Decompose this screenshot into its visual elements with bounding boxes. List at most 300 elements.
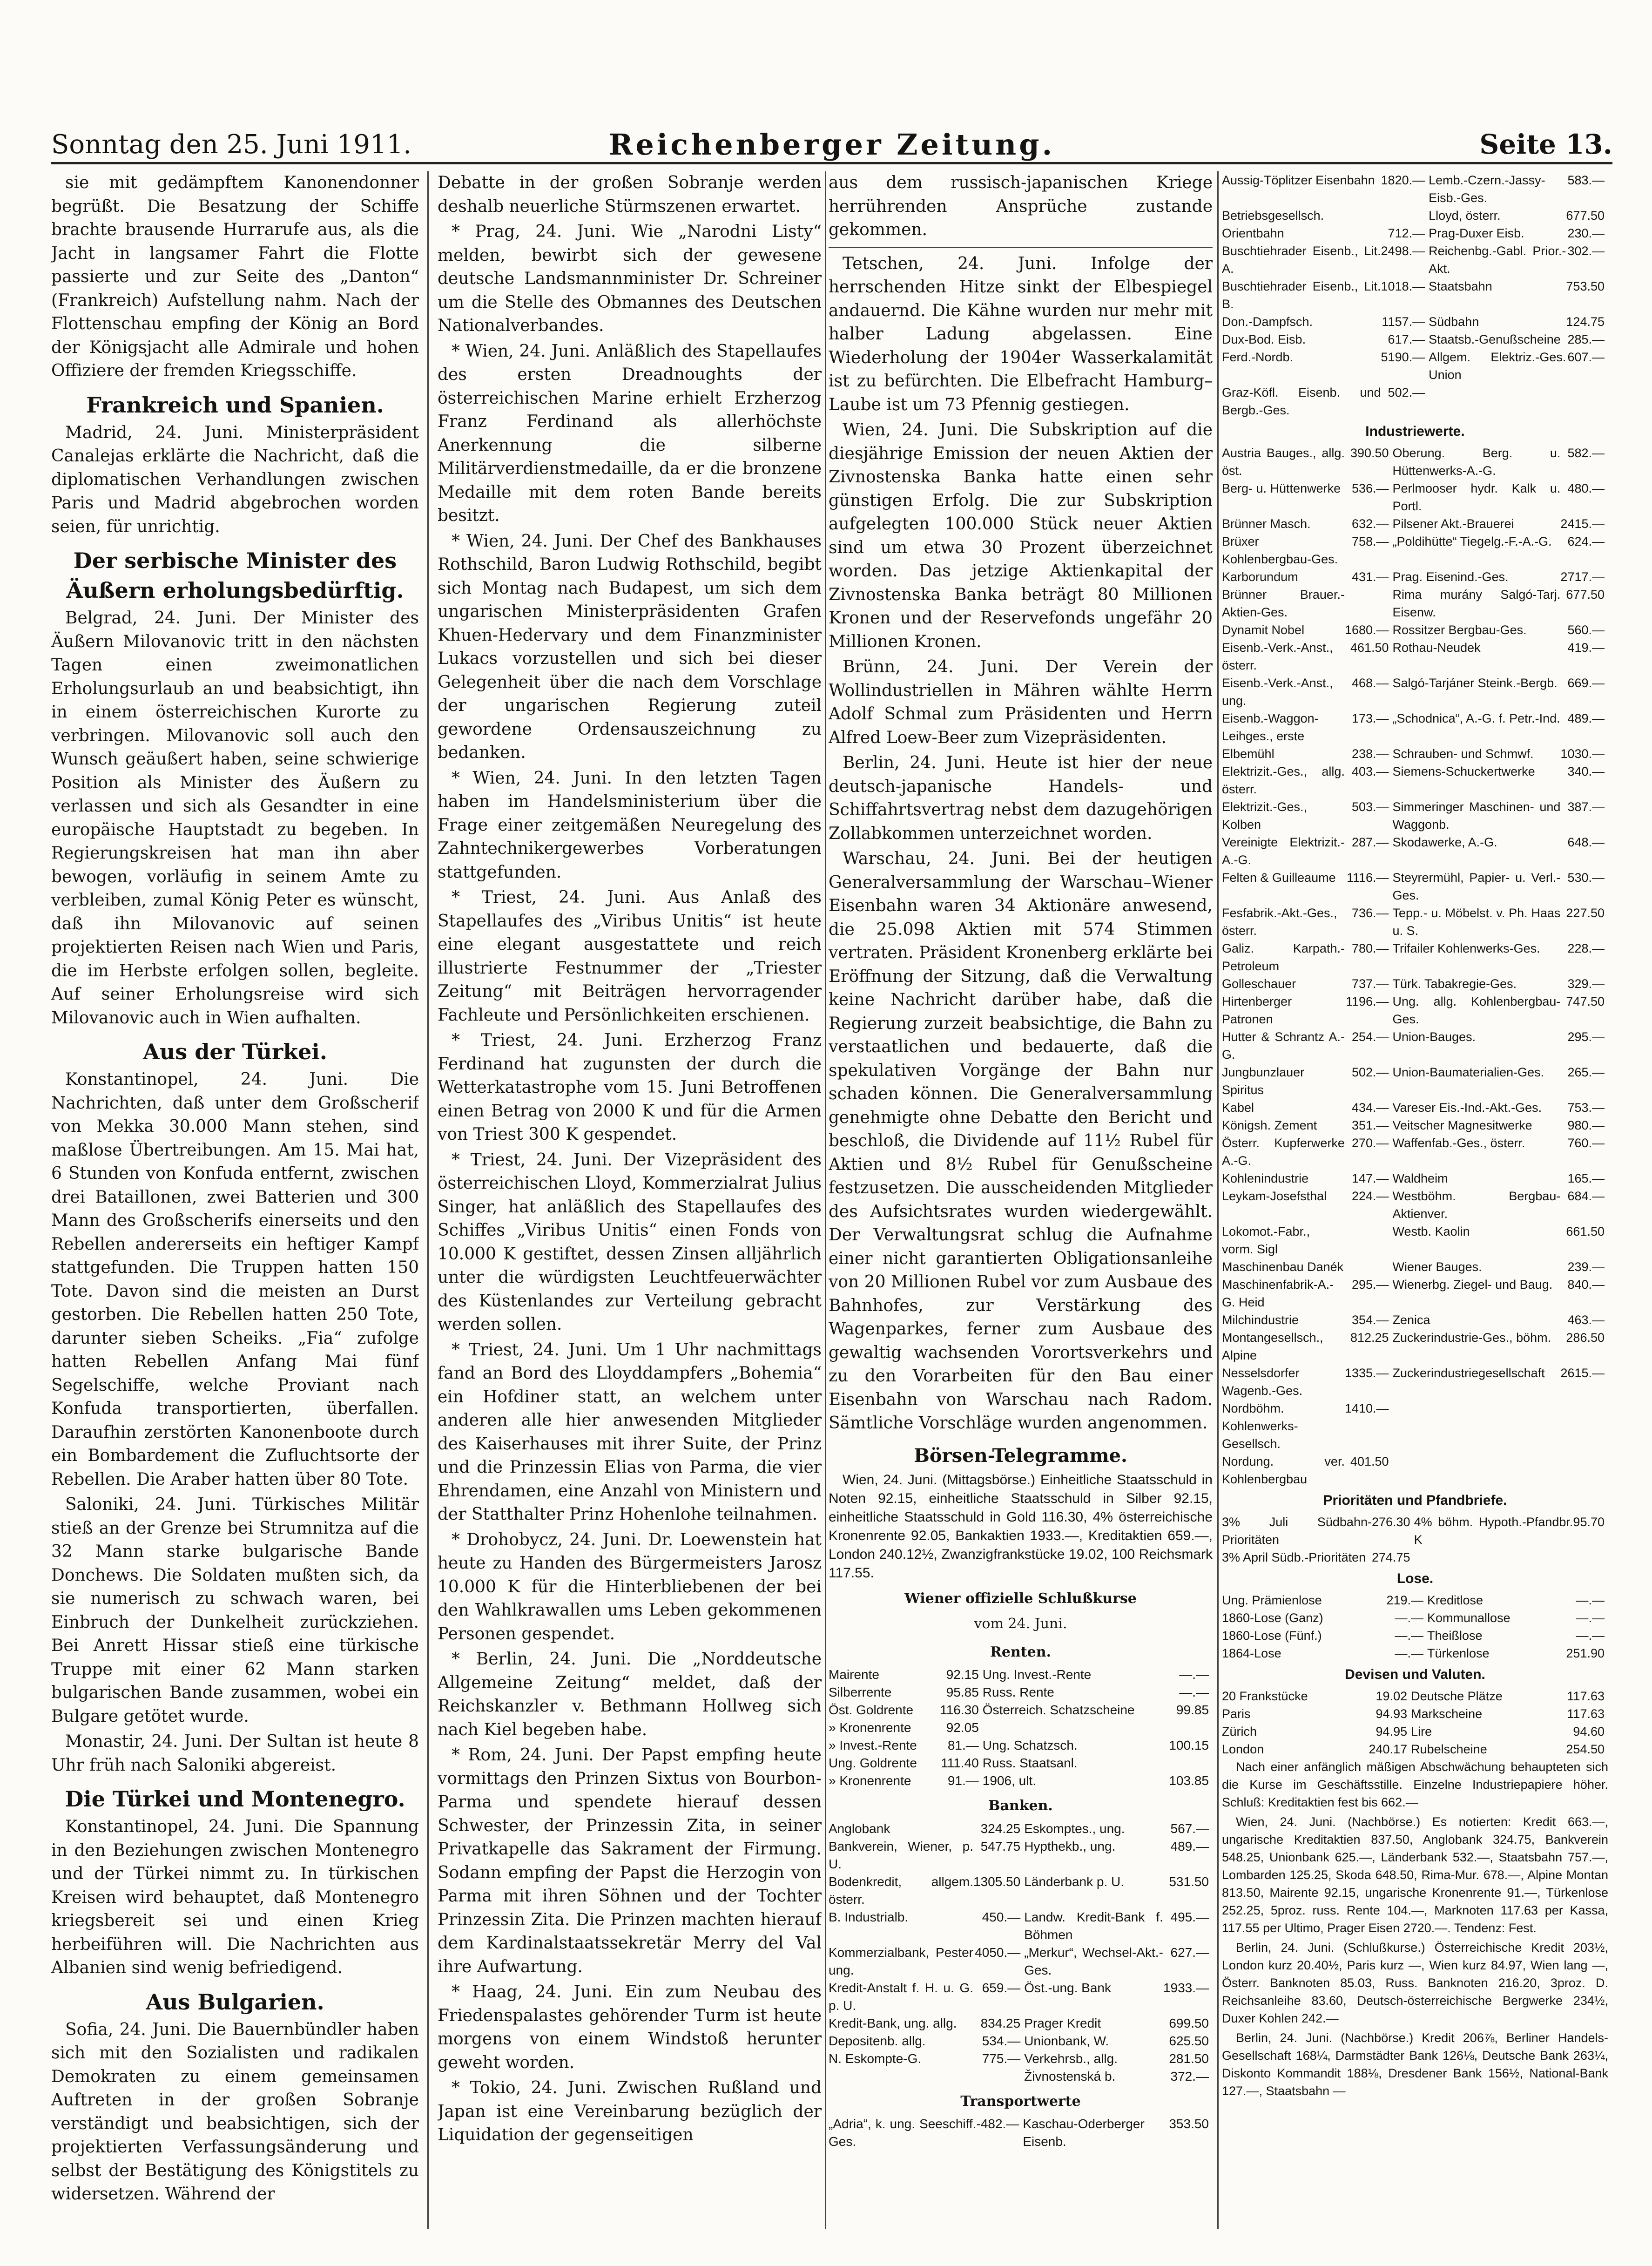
article-text: Madrid, 24. Juni. Ministerpräsident Canalejas erklärte die Nachricht, daß die diplomatischen Verhandlungen zwischen Paris und Madrid abgebrochen worden seien, für unrichtig.: [51, 423, 419, 536]
table-row: [829, 2068, 1213, 2085]
security-name: [1393, 1400, 1561, 1453]
news-item: Warschau, 24. Juni. Bei der heutigen Generalversammlung der Warschau–Wiener Eisenbahn waren 34 Aktionäre anwesend, die 25.098 Aktien mit 574 Stimmen vertraten. Präsident Kronenberg erklärte bei Eröffnung der Sitzung, daß die Verwaltung keine Nachricht darüber habe, daß die Regierung zurzeit beabsichtige, die Bahn zu verstaatlichen und bedauerte, daß die spekulativen Vorgänge der Bahn nur schaden können. Die Generalversammlung genehmigte ohne Debatte den Bericht und beschloß, die Dividende auf 11½ Rubel für Aktien und 8½ Rubel für Genußscheine festzusetzen. Die ausscheidenden Mitglieder des Aufsichtsrates wurden wiedergewählt. Der Verwaltungsrat schlug die Aufnahme einer nicht garantierten Obligationsanleihe von 20 Millionen Rubel vor zum Ausbaue des Bahnhofes, zur Verstärkung des Wagenparkes, ferner zum Ausbaue des gewaltig wachsenden Vorortsverkehrs und zu den Vorarbeiten für den Bau einer Eisenbahn von Warschau nach Radom. Sämtliche Vorschläge wurden angenommen.: [829, 849, 1213, 1433]
table-row: [1222, 1723, 1608, 1740]
quote-value: 94.95: [1376, 1725, 1408, 1738]
security-name: » Kronenrente: [829, 1720, 911, 1735]
quote-value: 329.—: [1567, 977, 1605, 991]
railway-table: [1222, 171, 1608, 419]
security-name: Karborundum: [1222, 570, 1298, 584]
section-heading: Die Türkei und Montenegro.: [65, 1786, 405, 1812]
security-name: Türk. Tabakregie-Ges.: [1392, 977, 1517, 991]
quote-value: 980.—: [1567, 1118, 1605, 1132]
table-row: [1222, 1705, 1608, 1723]
quote-value: 617.—: [1388, 332, 1425, 346]
security-name: Lloyd, österr.: [1429, 209, 1501, 223]
security-name: Dynamit Nobel: [1222, 623, 1305, 637]
security-name: Hirtenberger Patronen: [1222, 994, 1292, 1026]
security-name: Türkenlose: [1427, 1646, 1490, 1660]
quote-value: 254.—: [1351, 1030, 1389, 1044]
security-name: „Merkur“, Wechsel-Akt.-Ges.: [1024, 1945, 1163, 1977]
quote-value: [1560, 1453, 1608, 1488]
security-name: Kaschau-Oderberger Eisenb.: [1023, 2117, 1145, 2149]
quote-value: 340.—: [1567, 764, 1605, 778]
quote-value: 254.50: [1566, 1742, 1605, 1756]
quote-value: 753.—: [1567, 1101, 1605, 1115]
quote-value: 372.—: [1170, 2069, 1209, 2083]
table-row: [1222, 1591, 1608, 1609]
security-name: Ung. allg. Kohlenbergbau-Ges.: [1392, 994, 1561, 1026]
article-text: aus dem russisch-japanischen Kriege herrührenden Ansprüche zustande gekommen.: [829, 173, 1213, 239]
issue-date: Sonntag den 25. Juni 1911.: [51, 129, 412, 160]
table-row: [1222, 1687, 1608, 1705]
quote-value: 2415.—: [1560, 517, 1605, 531]
table-row: [1222, 586, 1608, 621]
quote-value: 91.—: [947, 1773, 979, 1788]
news-item: Wien, 24. Juni. Die Subskription auf die diesjährige Emission der neuen Aktien der Zivnostenska Banka hatte einen sehr günstigen Erfolg. Die zur Subskription aufgelegten 100.000 Stück neuer Aktien sind um etwa 30 Prozent überzeichnet worden. Das jetzige Aktienkapital der Zivnostenska Banka beträgt 80 Millionen Kronen und der Reservefonds ungefähr 20 Millionen Kronen.: [829, 420, 1213, 651]
market-report: Wien, 24. Juni. (Nachbörse.) Es notierten: Kredit 663.—, ungarische Kreditaktien 837.50, Anglobank 324.75, Bankverein 548.25, Unionbank 625.—, Länderbank 532.—, Staatsbahn 757.—, Lombarden 125.25, Skoda 648.50, Rima-Mur. 678.—, Alpine Montan 813.50, Mairente 92.15, ungarische Kronenrente 91.—, Türkenlose 252.25, 5proz. russ. Rente 104.—, Marknoten 117.63 per Kassa, 117.55 per Ultimo, Prager Eisen 2720.—. Tendenz: Fest.: [1222, 1815, 1608, 1935]
table-row: [1222, 171, 1608, 207]
table-row: [1222, 1740, 1608, 1758]
table-row: [1222, 710, 1608, 745]
quote-value: [1345, 1258, 1393, 1276]
quote-value: 677.50: [1566, 209, 1605, 223]
quote-value: 99.85: [1176, 1703, 1209, 1717]
news-item: Brünn, 24. Juni. Der Verein der Wollindustriellen in Mähren wählte Herrn Adolf Schmal zum Präsidenten und Herrn Alfred Loew-Beer zum Vizepräsidenten.: [829, 657, 1213, 747]
column-1: [51, 171, 419, 2229]
news-item: * Berlin, 24. Juni. Die „Norddeutsche Allgemeine Zeitung“ meldet, daß der Reichskanzler v. Bethmann Hollweg sich nach Kiel begeben habe.: [438, 1650, 822, 1739]
security-name: Prager Kredit: [1024, 2016, 1101, 2030]
security-name: Veitscher Magnesitwerke: [1392, 1118, 1532, 1132]
security-name: Berg- u. Hüttenwerke: [1222, 481, 1341, 495]
security-name: Königsh. Zement: [1222, 1118, 1317, 1132]
security-name: Markscheine: [1411, 1707, 1483, 1721]
quote-value: 274.75: [1371, 1550, 1410, 1564]
security-name: Depositenb. allg.: [829, 2033, 926, 2048]
quote-value: 4050.—: [975, 1945, 1021, 1960]
table-section: Devisen und Valuten.: [1345, 1667, 1485, 1682]
security-name: Unionbank, W.: [1024, 2033, 1109, 2048]
table-row: [1222, 763, 1608, 798]
security-name: Anglobank: [829, 1821, 890, 1836]
table-row: [1222, 1311, 1608, 1329]
quote-value: [1345, 1223, 1393, 1258]
quote-value: 94.93: [1376, 1707, 1408, 1721]
quote-value: 295.—: [1567, 1030, 1605, 1044]
security-name: » Kronenrente: [829, 1773, 911, 1788]
security-name: Steyrermühl, Papier- u. Verl.-Ges.: [1392, 871, 1561, 902]
table-row: [1222, 1549, 1608, 1566]
security-name: Prag. Eisenind.-Ges.: [1392, 570, 1509, 584]
table-row: [1222, 798, 1608, 833]
security-name: Eisenb.-Verk.-Anst., ung.: [1222, 676, 1333, 708]
security-name: Nesselsdorfer Wagenb.-Ges.: [1222, 1366, 1303, 1398]
security-name: 1906, ult.: [982, 1773, 1036, 1788]
quote-value: 567.—: [1170, 1821, 1209, 1836]
security-name: 3% Juli Südbahn-Prioritäten: [1222, 1515, 1372, 1547]
security-name: Österreich. Schatzscheine: [982, 1703, 1135, 1717]
quote-value: 758.—: [1351, 534, 1389, 548]
table-row: [1222, 940, 1608, 975]
security-name: Österr. Kupferwerke A.-G.: [1222, 1136, 1345, 1168]
market-report: Nach einer anfänglich mäßigen Abschwächung behaupteten sich die Kurse im Geschäftsstille. Einzelne Industriepapiere höher. Schluß: Kreditaktien fest bis 662.—: [1222, 1760, 1608, 1809]
table-section: Renten.: [990, 1644, 1052, 1660]
quote-value: 103.85: [1169, 1773, 1209, 1788]
quote-value: 669.—: [1567, 676, 1605, 690]
security-name: Fesfabrik.-Akt.-Ges., österr.: [1222, 906, 1337, 938]
column-rule: [1217, 171, 1219, 2229]
security-name: Wiener Bauges.: [1392, 1260, 1482, 1274]
security-name: Zenica: [1392, 1313, 1430, 1327]
table-row: [829, 1684, 1213, 1701]
quote-value: 489.—: [1170, 1839, 1209, 1853]
table-row: [829, 1701, 1213, 1719]
article-text: Monastir, 24. Juni. Der Sultan ist heute 8 Uhr früh nach Saloniki abgereist.: [51, 1732, 419, 1775]
quote-value: [1345, 586, 1393, 621]
security-name: Prag-Duxer Eisb.: [1429, 226, 1524, 240]
quote-value: 482.—: [980, 2117, 1019, 2131]
security-name: Betriebsgesellsch.: [1222, 209, 1324, 223]
security-name: B. Industrialb.: [829, 1909, 909, 1924]
quote-value: 624.—: [1567, 534, 1605, 548]
table-date: vom 24. Juni.: [974, 1616, 1067, 1632]
table-row: [1222, 444, 1608, 480]
quote-value: 1196.—: [1345, 994, 1389, 1008]
quote-value: [1161, 1719, 1213, 1737]
security-name: Rothau-Neudek: [1392, 641, 1481, 655]
column-2: [438, 171, 822, 2229]
section-heading: Börsen-Telegramme.: [914, 1444, 1127, 1467]
security-name: Union-Baumaterialien-Ges.: [1392, 1065, 1544, 1079]
table-row: [1222, 331, 1608, 348]
quote-value: 1157.—: [1382, 315, 1425, 329]
security-name: Ferd.-Nordb.: [1222, 350, 1294, 364]
security-name: 20 Frankstücke: [1222, 1689, 1308, 1703]
quote-value: —.—: [1576, 1611, 1605, 1625]
security-name: Hutter & Schrantz A.-G.: [1222, 1030, 1345, 1062]
table-row: [1222, 993, 1608, 1028]
security-name: Kohlenindustrie: [1222, 1171, 1309, 1185]
news-item: * Triest, 24. Juni. Aus Anlaß des Stapellaufes des „Viribus Unitis“ ist heute eine elegant ausgestattete und reich illustrierte Festnummer der „Triester Zeitung“ mit Beiträgen hervorragender Fachleute und Persönlichkeiten erschienen.: [438, 888, 822, 1025]
security-name: Südbahn: [1429, 315, 1479, 329]
quote-value: 536.—: [1351, 481, 1389, 495]
quote-value: 461.50: [1350, 641, 1389, 655]
quote-value: 431.—: [1351, 570, 1389, 584]
security-name: Öst.-ung. Bank: [1024, 1980, 1111, 1995]
quote-value: —.—: [1395, 1611, 1423, 1625]
quote-value: 502.—: [1388, 386, 1425, 399]
table-row: [829, 2115, 1213, 2151]
table-title: Wiener offizielle Schlußkurse: [904, 1590, 1137, 1607]
security-name: Montangesellsch., Alpine: [1222, 1331, 1323, 1362]
quote-value: 270.—: [1351, 1136, 1389, 1150]
news-item: * Triest, 24. Juni. Der Vizepräsident des österreichischen Lloyd, Kommerzialrat Julius Singer, hat anläßlich des Stapellaufes des Schiffes „Viribus Unitis“ einen Fonds von 10.000 K gestiftet, dessen Zinsen alljährlich unter die würdigsten Leuchtfeuerwächter des Küstenlandes zur Verteilung gebracht werden sollen.: [438, 1150, 822, 1334]
quote-value: 165.—: [1567, 1171, 1605, 1185]
table-row: [1222, 480, 1608, 515]
quote-value: 659.—: [982, 1980, 1021, 1995]
quote-value: 677.50: [1566, 588, 1605, 602]
quote-value: 582.—: [1567, 446, 1605, 460]
quote-value: 627.—: [1170, 1945, 1209, 1960]
security-name: 1864-Lose: [1222, 1646, 1281, 1660]
news-item: * Triest, 24. Juni. Um 1 Uhr nachmittags fand an Bord des Lloyddampfers „Bohemia“ ein Hofdiner statt, an welchem unter anderen alle hier anwesenden Mitglieder des Kaiserhauses mit ihrer Suite, der Prinz und die Prinzessin Elias von Parma, die vier Ehrendamen, eine Anzahl von Ministern und der Statthalter Prinz Hohenlohe teilnahmen.: [438, 1340, 822, 1524]
security-name: Siemens-Schuckertwerke: [1392, 764, 1535, 778]
column-rule: [825, 171, 826, 2229]
security-name: Don.-Dampfsch.: [1222, 315, 1313, 329]
security-name: Lokomot.-Fabr., vorm. Sigl: [1222, 1224, 1310, 1256]
quote-value: [973, 2068, 1024, 2085]
quote-value: 1820.—: [1381, 173, 1425, 187]
table-section: Transportwerte: [960, 2093, 1081, 2110]
quote-value: 534.—: [982, 2033, 1021, 2048]
table-row: [829, 1772, 1213, 1790]
quote-value: 238.—: [1351, 747, 1389, 761]
security-name: Waldheim: [1392, 1171, 1448, 1185]
quote-value: 295.—: [1351, 1278, 1389, 1292]
quote-value: 117.63: [1567, 1707, 1605, 1721]
table-row: [1222, 1400, 1608, 1453]
security-name: Galiz. Karpath.-Petroleum: [1222, 941, 1345, 973]
quote-value: 661.50: [1566, 1224, 1605, 1238]
quote-value: 95.70: [1573, 1515, 1605, 1529]
security-name: Eisenb.-Waggon-Leihges., erste: [1222, 711, 1319, 743]
transport-table: [829, 2115, 1213, 2151]
quote-value: 276.30: [1371, 1515, 1410, 1529]
table-row: [1222, 1099, 1608, 1116]
quote-value: —.—: [1576, 1593, 1605, 1607]
security-name: Buschtiehrader Eisenb., Lit. B.: [1222, 279, 1381, 311]
quote-value: 116.30: [940, 1703, 979, 1717]
table-row: [1222, 1063, 1608, 1099]
security-name: Lemb.-Czern.-Jassy-Eisb.-Ges.: [1429, 173, 1545, 205]
quote-value: 775.—: [982, 2051, 1021, 2066]
quote-value: 401.50: [1350, 1454, 1389, 1468]
table-row: [1222, 313, 1608, 331]
security-name: Theißlose: [1427, 1629, 1483, 1643]
article-text: Sofia, 24. Juni. Die Bauernbündler haben sich mit den Sozialisten und radikalen Demokraten zu einem gemeinsamen Auftreten in der großen Sobranje verständigt und beabsichtigen, sich der projektierten Verfassungsänderung und selbst der Bestätigung des Königstitels zu widersetzen. Während der: [51, 2020, 419, 2204]
quote-value: 387.—: [1567, 800, 1605, 814]
security-name: N. Eskompte-G.: [829, 2051, 922, 2066]
news-item: * Drohobycz, 24. Juni. Dr. Loewenstein hat heute zu Handen des Bürgermeisters Jarosz 10.000 K für die Hinterbliebenen der bei den Wahlkrawallen ums Leben gekommenen Personen gespendet.: [438, 1530, 822, 1644]
table-row: [1222, 1028, 1608, 1063]
table-row: [1222, 1258, 1608, 1276]
quote-value: 351.—: [1351, 1118, 1389, 1132]
security-name: „Adria“, k. ung. Seeschiff.-Ges.: [829, 2117, 981, 2149]
security-name: Maschinenbau Danék: [1222, 1260, 1344, 1274]
table-row: [1222, 533, 1608, 568]
quote-value: 607.—: [1567, 350, 1605, 364]
table-row: [829, 1719, 1213, 1737]
security-name: Eisenb.-Verk.-Anst., österr.: [1222, 641, 1333, 672]
quote-value: 1030.—: [1560, 747, 1605, 761]
quote-value: 5190.—: [1381, 350, 1425, 364]
security-name: [1414, 1549, 1573, 1566]
security-name: Hypthekb., ung.: [1024, 1839, 1116, 1853]
quote-value: 747.50: [1566, 994, 1605, 1008]
security-name: Schrauben- und Schmwf.: [1392, 747, 1534, 761]
quote-value: 450.—: [982, 1909, 1021, 1924]
prior-table: [1222, 1513, 1608, 1566]
quote-value: 1335.—: [1344, 1366, 1389, 1380]
table-row: [1222, 1609, 1608, 1627]
table-section: Prioritäten und Pfandbriefe.: [1323, 1493, 1507, 1508]
quote-value: 495.—: [1170, 1909, 1209, 1924]
table-row: [1222, 242, 1608, 277]
security-name: Zürich: [1222, 1725, 1257, 1738]
news-item: * Wien, 24. Juni. Der Chef des Bankhauses Rothschild, Baron Ludwig Rothschild, begibt sich Montag nach Budapest, um sich dem ungarischen Ministerpräsidenten Grafen Khuen-Hedervary und dem Finanzminister Lukacs vorzustellen und sich bei dieser Gelegenheit über die nach dem Vorschlage der ungarischen Regierung zuteil gewordene Ordensauszeichnung zu bedanken.: [438, 531, 822, 762]
quote-value: 251.90: [1566, 1646, 1605, 1660]
quote-value: 712.—: [1388, 226, 1425, 240]
security-name: Felten & Guilleaume: [1222, 871, 1336, 885]
quote-value: 737.—: [1351, 977, 1389, 991]
quote-value: 390.50: [1350, 446, 1389, 460]
quote-value: 353.50: [1169, 2117, 1209, 2131]
table-row: [1222, 1513, 1608, 1549]
quote-value: 95.85: [946, 1685, 979, 1699]
section-heading: Aus Bulgarien.: [146, 1989, 324, 2015]
security-name: Union-Bauges.: [1392, 1030, 1476, 1044]
quote-value: 753.50: [1566, 279, 1605, 293]
quote-value: 173.—: [1351, 711, 1389, 725]
article-text: Debatte in der großen Sobranje werden deshalb neuerliche Stürmszenen erwartet.: [438, 173, 822, 216]
security-name: Staatsbahn: [1429, 279, 1492, 293]
quote-value: 239.—: [1567, 1260, 1605, 1274]
quote-value: 240.17: [1369, 1742, 1408, 1756]
table-row: [1222, 1116, 1608, 1134]
security-name: Verkehrsb., allg.: [1024, 2051, 1118, 2066]
security-name: Kredit-Anstalt f. H. u. G. p. U.: [829, 1980, 973, 2013]
quote-value: 2615.—: [1560, 1366, 1605, 1380]
security-name: Milchindustrie: [1222, 1313, 1299, 1327]
lose-table: [1222, 1591, 1608, 1662]
quote-value: —.—: [1395, 1629, 1423, 1643]
quote-value: 2717.—: [1560, 570, 1605, 584]
table-row: [1222, 224, 1608, 242]
table-row: [829, 1944, 1213, 1979]
quote-value: 530.—: [1567, 871, 1605, 885]
security-name: 1860-Lose (Ganz): [1222, 1611, 1323, 1625]
quote-value: 287.—: [1351, 835, 1389, 849]
table-row: [829, 1754, 1213, 1772]
section-heading: Aus der Türkei.: [143, 1039, 327, 1064]
security-name: Zuckerindustriegesellschaft: [1392, 1366, 1545, 1380]
quote-value: 81.—: [947, 1738, 979, 1752]
table-row: [1222, 1364, 1608, 1400]
security-name: Elektrizit.-Ges., allg. österr.: [1222, 764, 1345, 796]
page-header: [51, 125, 1612, 164]
column-4: [1222, 171, 1608, 2229]
security-name: Leykam-Josefsthal: [1222, 1189, 1327, 1203]
security-name: Austria Bauges., allg. öst.: [1222, 446, 1345, 478]
quote-value: [1573, 1549, 1608, 1566]
quote-value: 1680.—: [1344, 623, 1389, 637]
quote-value: 124.75: [1566, 315, 1605, 329]
quote-value: 147.—: [1351, 1171, 1389, 1185]
security-name: » Invest.-Rente: [829, 1738, 917, 1752]
security-name: Ung. Invest.-Rente: [982, 1667, 1092, 1682]
security-name: Länderbank p. U.: [1024, 1874, 1125, 1889]
quote-value: [1560, 1400, 1608, 1453]
quote-value: 834.25: [980, 2016, 1021, 2030]
security-name: Golleschauer: [1222, 977, 1296, 991]
security-name: Zuckerindustrie-Ges., böhm.: [1392, 1331, 1551, 1345]
table-row: [1222, 1276, 1608, 1311]
security-name: Maschinenfabrik-A.-G. Heid: [1222, 1278, 1334, 1309]
news-item: Berlin, 24. Juni. Heute ist hier der neue deutsch-japanische Handels- und Schiffahrtsvertrag nebst dem dazugehörigen Zollabkommen unterzeichnet worden.: [829, 753, 1213, 843]
article-text: Konstantinopel, 24. Juni. Die Nachrichten, daß unter dem Großscherif von Mekka 30.000 Mann stehen, sind maßlose Übertreibungen. Am 15. Mai hat, 6 Stunden von Konfuda entfernt, zwischen drei Bataillonen, zwei Batterien und 300 Mann des Großscherifs einerseits und den Rebellen andererseits ein heftiger Kampf stattgefunden. Die Truppen hatten 150 Tote. Davon sind die meisten an Durst gestorben. Die Rebellen hatten 250 Tote, darunter sieben Scheiks. „Fia“ zufolge hatten Rebellen Anfang Mai fünf Segelschiffe, welche Proviant nach Konfuda transportierten, überfallen. Daraufhin zerstörten Kanonenboote durch ein Bombardement die Zufluchtsorte der Rebellen. Die Araber hatten über 80 Tote.: [51, 1070, 419, 1489]
security-name: Brünner Masch.: [1222, 517, 1311, 531]
quote-value: 19.02: [1376, 1689, 1408, 1703]
article-text: Saloniki, 24. Juni. Türkisches Militär stieß an der Grenze bei Strumnitza auf die 32 Mann starke bulgarische Bande Donchews. Die Soldaten mußten sich, da sie numerisch zu schwach waren, bei Einbruch der Dunkelheit zurückziehen. Bei Anrett Hissar stieß eine türkische Truppe mit einer 62 Mann starken bulgarischen Bande zusammen, wobei ein Bulgare getötet wurde.: [51, 1495, 419, 1726]
quote-value: 684.—: [1567, 1189, 1605, 1203]
quote-value: 1018.—: [1381, 279, 1425, 293]
security-name: [829, 2068, 973, 2085]
table-row: [1222, 1170, 1608, 1187]
quote-value: 403.—: [1351, 764, 1389, 778]
security-name: Bankverein, Wiener, p. U.: [829, 1839, 973, 1871]
security-name: Vereinigte Elektrizit.-A.-G.: [1222, 835, 1345, 867]
table-row: [1222, 904, 1608, 940]
quote-value: 2498.—: [1381, 244, 1425, 258]
quote-value: 547.75: [980, 1839, 1021, 1853]
security-name: Brüxer Kohlenbergbau-Ges.: [1222, 534, 1338, 566]
security-name: Ung. Goldrente: [829, 1756, 917, 1770]
table-row: [1222, 869, 1608, 904]
security-name: London: [1222, 1742, 1264, 1756]
quote-value: [1161, 1754, 1213, 1772]
security-name: Rima murány Salgó-Tarj. Eisenw.: [1392, 588, 1561, 619]
security-name: Graz-Köfl. Eisenb. und Bergb.-Ges.: [1222, 386, 1381, 417]
quote-value: 285.—: [1567, 332, 1605, 346]
quote-value: 265.—: [1567, 1065, 1605, 1079]
quote-value: 302.—: [1567, 244, 1605, 258]
quote-value: 92.05: [946, 1720, 979, 1735]
divider: [829, 247, 1213, 248]
table-row: [1222, 384, 1608, 419]
security-name: Öst. Goldrente: [829, 1703, 914, 1717]
quote-value: 531.50: [1169, 1874, 1209, 1889]
table-row: [1222, 621, 1608, 639]
table-row: [829, 1979, 1213, 2015]
table-row: [829, 1838, 1213, 1873]
quote-value: 699.50: [1169, 2016, 1209, 2030]
table-row: [829, 1820, 1213, 1838]
column-rule: [427, 171, 429, 2229]
quote-value: 100.15: [1169, 1738, 1209, 1752]
table-row: [1222, 639, 1608, 674]
security-name: Vareser Eis.-Ind.-Akt.-Ges.: [1392, 1101, 1542, 1115]
table-row: [1222, 1187, 1608, 1223]
news-item: * Haag, 24. Juni. Ein zum Neubau des Friedenspalastes gehörender Turm ist heute morgens von einem Windstoß herunter geweht worden.: [438, 1982, 822, 2072]
table-row: [1222, 277, 1608, 313]
security-name: Dux-Bod. Eisb.: [1222, 332, 1306, 346]
security-name: Brünner Brauer.-Aktien-Ges.: [1222, 588, 1345, 619]
security-name: Kommerzialbank, Pester ung.: [829, 1945, 973, 1977]
table-row: [1222, 833, 1608, 869]
security-name: Landw. Kredit-Bank f. Böhmen: [1024, 1909, 1163, 1942]
quote-value: 760.—: [1567, 1136, 1605, 1150]
article-text: sie mit gedämpftem Kanonendonner begrüßt. Die Besatzung der Schiffe brachte brausende Hurrarufe aus, als die Jacht in langsamer Fahrt die Flotte passierte und zur Seite des „Danton“ (Frankreich) Aufstellung nahm. Nach der Flottenschau empfing der König an Bord der Königsjacht alle Admirale und hohen Offiziere der fremden Kriegsschiffe.: [51, 173, 419, 380]
quote-value: 286.50: [1566, 1331, 1605, 1345]
security-name: Ung. Prämienlose: [1222, 1593, 1322, 1607]
quote-value: —.—: [1179, 1685, 1209, 1699]
security-name: Eskomptes., ung.: [1024, 1821, 1125, 1836]
quote-value: 228.—: [1567, 941, 1605, 955]
table-row: [1222, 515, 1608, 533]
table-row: [1222, 348, 1608, 384]
security-name: Mairente: [829, 1667, 879, 1682]
table-row: [1222, 1627, 1608, 1644]
security-name: Trifailer Kohlenwerks-Ges.: [1392, 941, 1540, 955]
